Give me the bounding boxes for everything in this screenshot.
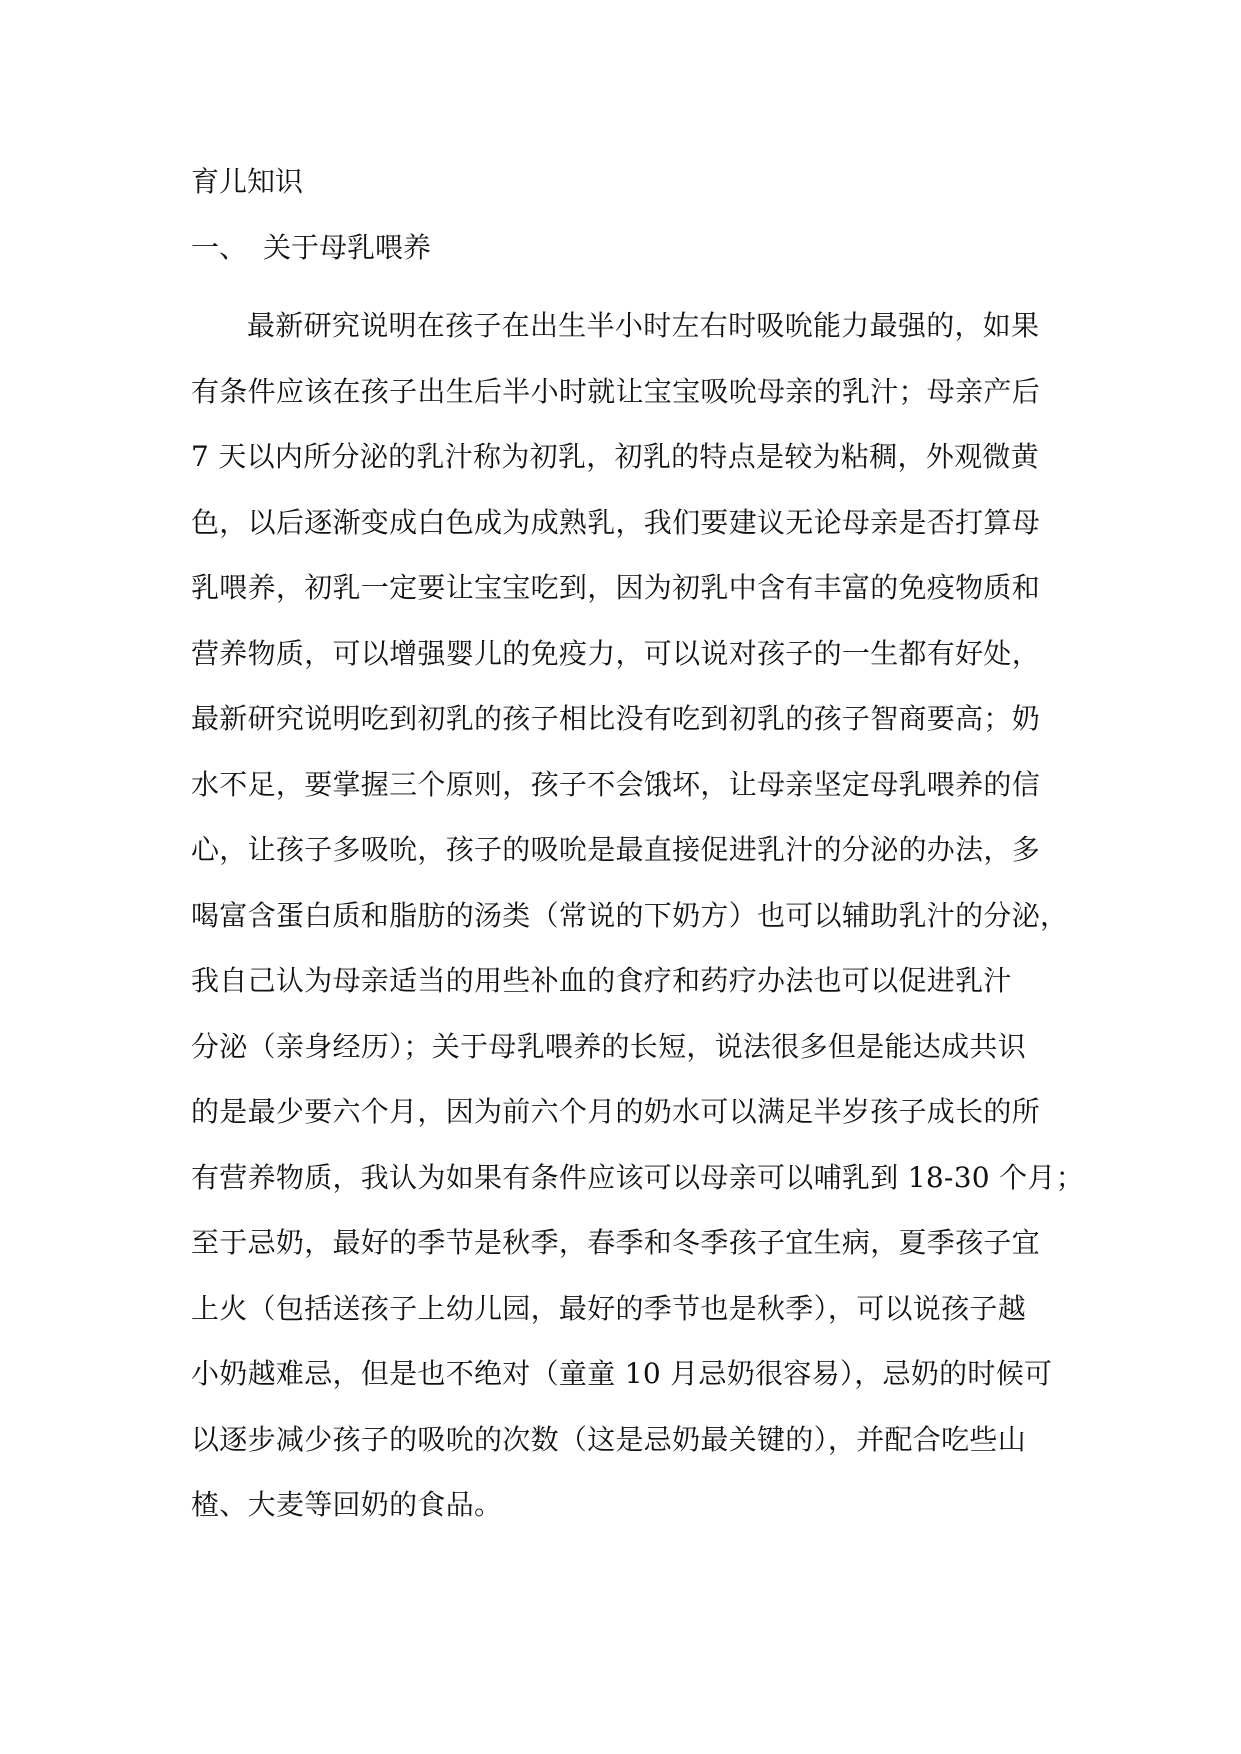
paragraph-line: 有营养物质，我认为如果有条件应该可以母亲可以哺乳到 18-30 个月；	[191, 1160, 1085, 1194]
paragraph-line: 的是最少要六个月，因为前六个月的奶水可以满足半岁孩子成长的所	[191, 1095, 1041, 1128]
paragraph-line: 喝富含蛋白质和脂肪的汤类（常说的下奶方）也可以辅助乳汁的分泌，	[191, 898, 1069, 932]
paragraph-line: 分泌（亲身经历）；关于母乳喂养的长短，说法很多但是能达成共识	[191, 1029, 1027, 1063]
section-number: 一、	[191, 231, 248, 264]
paragraph-line: 上火（包括送孩子上幼儿园，最好的季节也是秋季），可以说孩子越	[191, 1291, 1027, 1325]
body-paragraph	[191, 293, 1085, 1538]
paragraph-line: 营养物质，可以增强婴儿的免疫力，可以说对孩子的一生都有好处，	[191, 636, 1041, 670]
paragraph-line: 乳喂养，初乳一定要让宝宝吃到，因为初乳中含有丰富的免疫物质和	[191, 571, 1041, 604]
paragraph-line: 色，以后逐渐变成白色成为成熟乳，我们要建议无论母亲是否打算母	[191, 505, 1041, 539]
paragraph-line: 最新研究说明在孩子在出生半小时左右时吸吮能力最强的，如果	[247, 309, 1040, 342]
paragraph-line: 心，让孩子多吸吮，孩子的吸吮是最直接促进乳汁的分泌的办法，多	[191, 833, 1041, 866]
paragraph-line: 至于忌奶，最好的季节是秋季，春季和冬季孩子宜生病，夏季孩子宜	[191, 1226, 1041, 1259]
paragraph-line: 以逐步减少孩子的吸吮的次数（这是忌奶最关键的），并配合吃些山	[191, 1422, 1027, 1456]
paragraph-line: 楂、大麦等回奶的食品。	[191, 1488, 503, 1521]
paragraph-line: 水不足，要掌握三个原则，孩子不会饿坏，让母亲坚定母乳喂养的信	[191, 767, 1041, 801]
section-title: 关于母乳喂养	[263, 231, 432, 264]
paragraph-line: 我自己认为母亲适当的用些补血的食疗和药疗办法也可以促进乳汁	[191, 964, 1012, 997]
paragraph-line: 7 天以内所分泌的乳汁称为初乳，初乳的特点是较为粘稠，外观微黄	[191, 440, 1040, 473]
section-heading	[191, 228, 431, 268]
document-title: 育儿知识	[191, 165, 304, 198]
paragraph-line: 小奶越难忌，但是也不绝对（童童 10 月忌奶很容易），忌奶的时候可	[191, 1357, 1053, 1390]
paragraph-line: 最新研究说明吃到初乳的孩子相比没有吃到初乳的孩子智商要高；奶	[191, 702, 1041, 735]
paragraph-line: 有条件应该在孩子出生后半小时就让宝宝吸吮母亲的乳汁；母亲产后	[191, 374, 1041, 408]
